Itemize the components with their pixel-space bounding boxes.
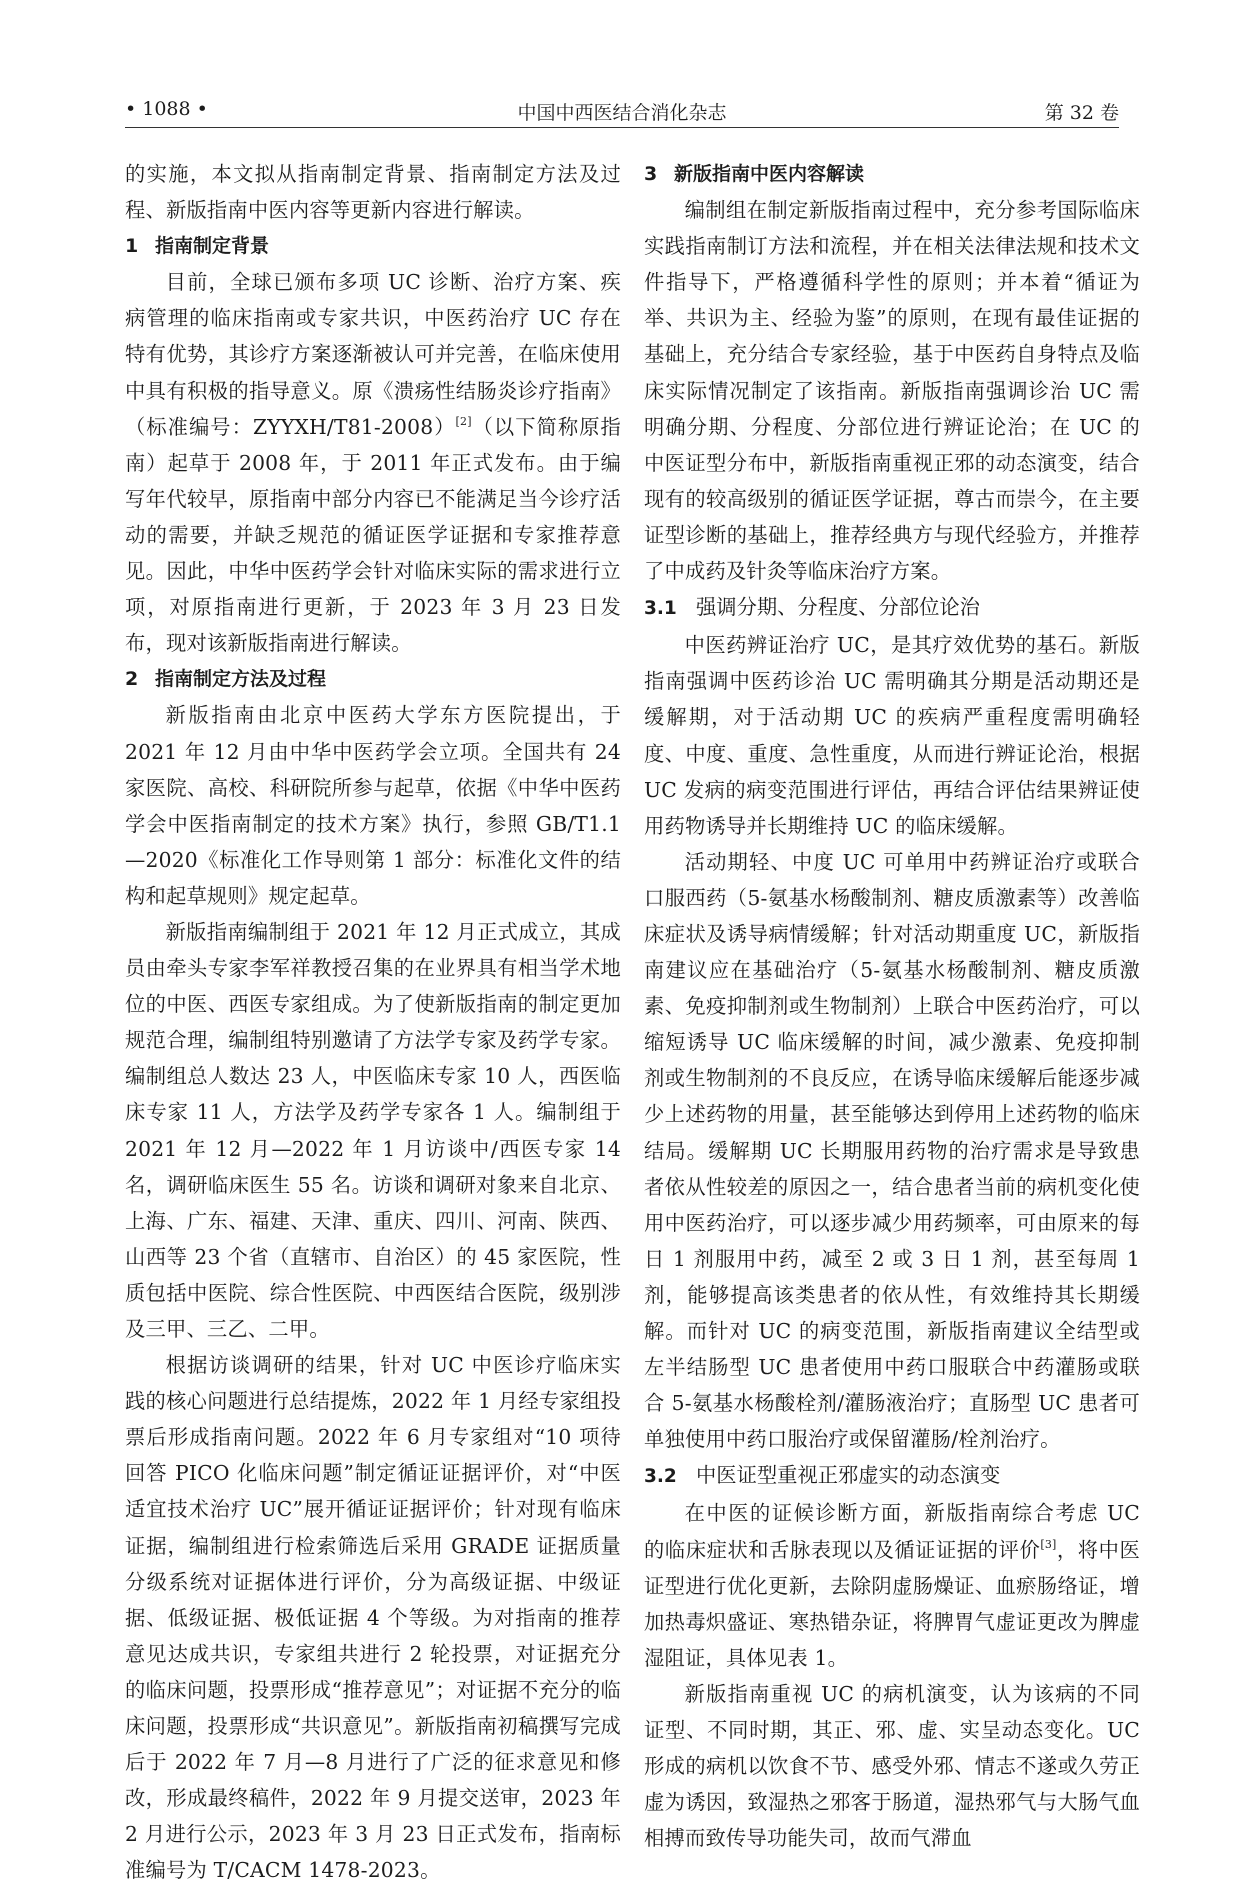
paragraph-overview: 编制组在制定新版指南过程中，充分参考国际临床实践指南制订方法和流程，并在相关法律法规和技术文件指导下，严格遵循科学性的原则；并本着“循证为举、共识为主、经验为鉴”的原则，在现有最佳证据的基础上，充分结合专家经验，基于中医药自身特点及临床实际情况制定了该指南。新版指南强调诊治 UC 需明确分期、分程度、分部位进行辨证论治；在 UC 的中医证型分布中，新版指南重视正邪的动态演变，结合现有的较高级别的循证医学证据，尊古而崇今，在主要证型诊断的基础上，推荐经典方与现代经验方，并推荐了中成药及针灸等临床治疗方案。 xyxy=(644,198,1140,584)
section-number: 1 xyxy=(125,235,139,258)
subsection-heading-3-1 xyxy=(644,589,1140,627)
paragraph-text: ，将中医证型进行优化更新，去除阴虚肠燥证、血瘀肠络证，增加热毒炽盛证、寒热错杂证，将脾胃气虚证更改为脾虚湿阻证，具体见表 1。 xyxy=(644,1537,1140,1670)
citation-ref: [3] xyxy=(1040,1537,1057,1551)
paragraph-staging: 中医药辨证治疗 UC，是其疗效优势的基石。新版指南强调中医药诊治 UC 需明确其分期是活动期还是缓解期，对于活动期 UC 的疾病严重程度需明确轻度、中度、重度、急性重度，从而进行辨证论治，根据 UC 发病的病变范围进行评估，再结合评估结果辨证使用药物诱导并长期维持 UC 的临床缓解。 xyxy=(644,633,1140,838)
paragraph-text: 目前，全球已颁布多项 UC 诊断、治疗方案、疾病管理的临床指南或专家共识，中医药治疗 UC 存在特有优势，其诊疗方案逐渐被认可并完善，在临床使用中具有积极的指导意义。原《溃疡性结肠炎诊疗指南》（标准编号：ZYYXH/T81-2008） xyxy=(125,270,621,439)
right-column xyxy=(644,156,1140,1856)
subsection-heading-3-2 xyxy=(644,1457,1140,1495)
paragraph-background xyxy=(125,264,621,661)
section-title: 指南制定方法及过程 xyxy=(155,668,327,691)
subsection-number: 3.2 xyxy=(644,1466,677,1488)
citation-ref: [2] xyxy=(455,414,472,428)
section-heading-2 xyxy=(125,661,621,697)
paragraph-pathogenesis: 新版指南重视 UC 的病机演变，认为该病的不同证型、不同时期，其正、邪、虚、实呈动态变化。UC 形成的病机以饮食不节、感受外邪、情志不遂或久劳正虚为诱因，致湿热之邪客于肠道，湿热邪气与大肠气血相搏而致传导功能失司，故而气滞血 xyxy=(644,1681,1140,1851)
paragraph-process: 根据访谈调研的结果，针对 UC 中医诊疗临床实践的核心问题进行总结提炼，2022 年 1 月经专家组投票后形成指南问题。2022 年 6 月专家组对“10 项待回答 PICO 化临床问题”制定循证证据评价，对“中医适宜技术治疗 UC”展开循证证据评价；针对现有临床证据，编制组进行检索筛选后采用 GRADE 证据质量分级系统对证据体进行评价，分为高级证据、中级证据、低级证据、极低证据 4 个等级。为对指南的推荐意见达成共识，专家组共进行 2 轮投票，对证据充分的临床问题，投票形成“推荐意见”；对证据不充分的临床问题，投票形成“共识意见”。新版指南初稿撰写完成后于 2022 年 7 月—8 月进行了广泛的征求意见和修改，形成最终稿件，2022 年 9 月提交送审，2023 年 2 月进行公示，2023 年 3 月 23 日正式发布，指南标准编号为 T/CACM 1478-2023。 xyxy=(125,1353,621,1883)
section-heading-3 xyxy=(644,156,1140,192)
journal-title: 中国中西医结合消化杂志 xyxy=(517,102,727,124)
section-title: 指南制定背景 xyxy=(155,235,270,258)
section-heading-1 xyxy=(125,228,621,264)
paragraph-continued: 的实施，本文拟从指南制定背景、指南制定方法及过程、新版指南中医内容等更新内容进行解读。 xyxy=(125,162,621,223)
paragraph-text: 在中医的证候诊断方面，新版指南综合考虑 UC 的临床症状和舌脉表现以及循证证据的评价 xyxy=(644,1501,1140,1562)
subsection-title: 中医证型重视正邪虚实的动态演变 xyxy=(696,1463,1001,1488)
running-header xyxy=(125,92,1119,126)
paragraph-text: （以下简称原指南）起草于 2008 年，于 2011 年正式发布。由于编写年代较早，原指南中部分内容已不能满足当今诊疗活动的需要，并缺乏规范的循证医学证据和专家推荐意见。因此，中华中医药学会针对临床实际的需求进行立项，对原指南进行更新，于 2023 年 3 月 23 日发布，现对该新版指南进行解读。 xyxy=(125,414,621,656)
paragraph-treatment: 活动期轻、中度 UC 可单用中药辨证治疗或联合口服西药（5-氨基水杨酸制剂、糖皮质激素等）改善临床症状及诱导病情缓解；针对活动期重度 UC，新版指南建议应在基础治疗（5-氨基水杨酸制剂、糖皮质激素、免疫抑制剂或生物制剂）上联合中医药治疗，可以缩短诱导 UC 临床缓解的时间，减少激素、免疫抑制剂或生物制剂的不良反应，在诱导临床缓解后能逐步减少上述药物的用量，甚至能够达到停用上述药物的临床结局。缓解期 UC 长期服用药物的治疗需求是导致患者依从性较差的原因之一，结合患者当前的病机变化使用中医药治疗，可以逐步减少用药频率，可由原来的每日 1 剂服用中药，减至 2 或 3 日 1 剂，甚至每周 1 剂，能够提高该类患者的依从性，有效维持其长期缓解。而针对 UC 的病变范围，新版指南建议全结型或左半结肠型 UC 患者使用中药口服联合中药灌肠或联合 5-氨基水杨酸栓剂/灌肠液治疗；直肠型 UC 患者可单独使用中药口服治疗或保留灌肠/栓剂治疗。 xyxy=(644,849,1140,1452)
section-number: 3 xyxy=(644,163,658,185)
section-title: 新版指南中医内容解读 xyxy=(674,163,865,185)
page-number: • 1088 • xyxy=(125,98,208,120)
section-number: 2 xyxy=(125,668,139,691)
paragraph-syndrome xyxy=(644,1495,1140,1675)
paragraph-committee: 新版指南编制组于 2021 年 12 月正式成立，其成员由牵头专家李军祥教授召集的在业界具有相当学术地位的中医、西医专家组成。为了使新版指南的制定更加规范合理，编制组特别邀请了方法学专家及药学专家。编制组总人数达 23 人，中医临床专家 10 人，西医临床专家 11 人，方法学及药学专家各 1 人。编制组于 2021 年 12 月—2022 年 1 月访谈中/西医专家 14 名，调研临床医生 55 名。访谈和调研对象来自北京、上海、广东、福建、天津、重庆、四川、河南、陕西、山西等 23 个省（直辖市、自治区）的 45 家医院，性质包括中医院、综合性医院、中西医结合医院，级别涉及三甲、三乙、二甲。 xyxy=(125,919,621,1341)
paragraph-proposal: 新版指南由北京中医药大学东方医院提出，于 2021 年 12 月由中华中医药学会立项。全国共有 24 家医院、高校、科研院所参与起草，依据《中华中医药学会中医指南制定的技术方案》执行，参照 GB/T1.1—2020《标准化工作导则第 1 部分：标准化文件的结构和起草规则》规定起草。 xyxy=(125,703,621,908)
subsection-title: 强调分期、分程度、分部位论治 xyxy=(696,595,980,620)
header-rule xyxy=(125,127,1119,128)
volume-label: 第 32 卷 xyxy=(1044,102,1119,124)
subsection-number: 3.1 xyxy=(644,598,677,620)
left-column xyxy=(125,156,621,1889)
